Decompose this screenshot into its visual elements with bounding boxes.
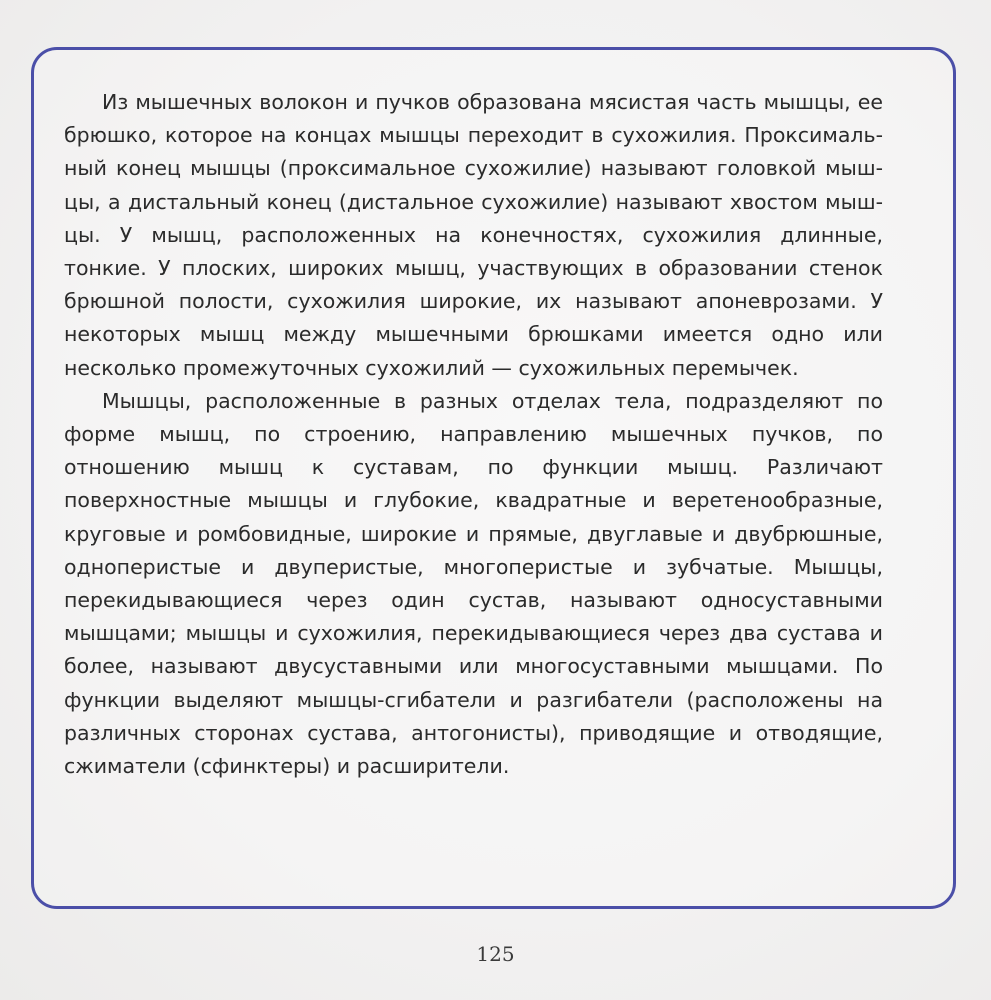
body-text	[64, 86, 883, 783]
paragraph-1: Из мышечных волокон и пучков образована мясистая часть мышцы, ее брюшко, которое на концах мышцы переходит в сухожилия. Проксимальный конец мышцы (проксимальное сухожилие) называют головкой мышцы, а дистальный конец (дистальное сухожилие) называют хвостом мышцы. У мышц, расположенных на конечностях, сухожилия длинные, тонкие. У плоских, широких мышц, участвующих в образовании стенок брюшной полости, сухожилия широкие, их называют апоневрозами. У некоторых мышц между мышечными брюшками имеется одно или несколько промежуточных сухожилий — сухожильных перемычек.	[64, 90, 883, 380]
paragraph-2: Мышцы, расположенные в разных отделах тела, подразделяют по форме мышц, по строению, направлению мышечных пучков, по отношению мышц к суставам, по функции мышц. Различают поверхностные мышцы и глубокие, квадратные и веретенообразные, круговые и ромбовидные, широкие и прямые, двуглавые и двубрюшные, одноперистые и двуперистые, многоперистые и зубчатые. Мышцы, перекидывающиеся через один сустав, называют односуставными мышцами; мышцы и сухожилия, перекидывающиеся через два сустава и более, называют двусуставными или многосуставными мышцами. По функции выделяют мышцы-сгибатели и разгибатели (расположены на различных сторонах сустава, антогонисты), приводящие и отводящие, сжиматели (сфинктеры) и расширители.	[64, 388, 883, 779]
page-number: 125	[476, 942, 515, 966]
